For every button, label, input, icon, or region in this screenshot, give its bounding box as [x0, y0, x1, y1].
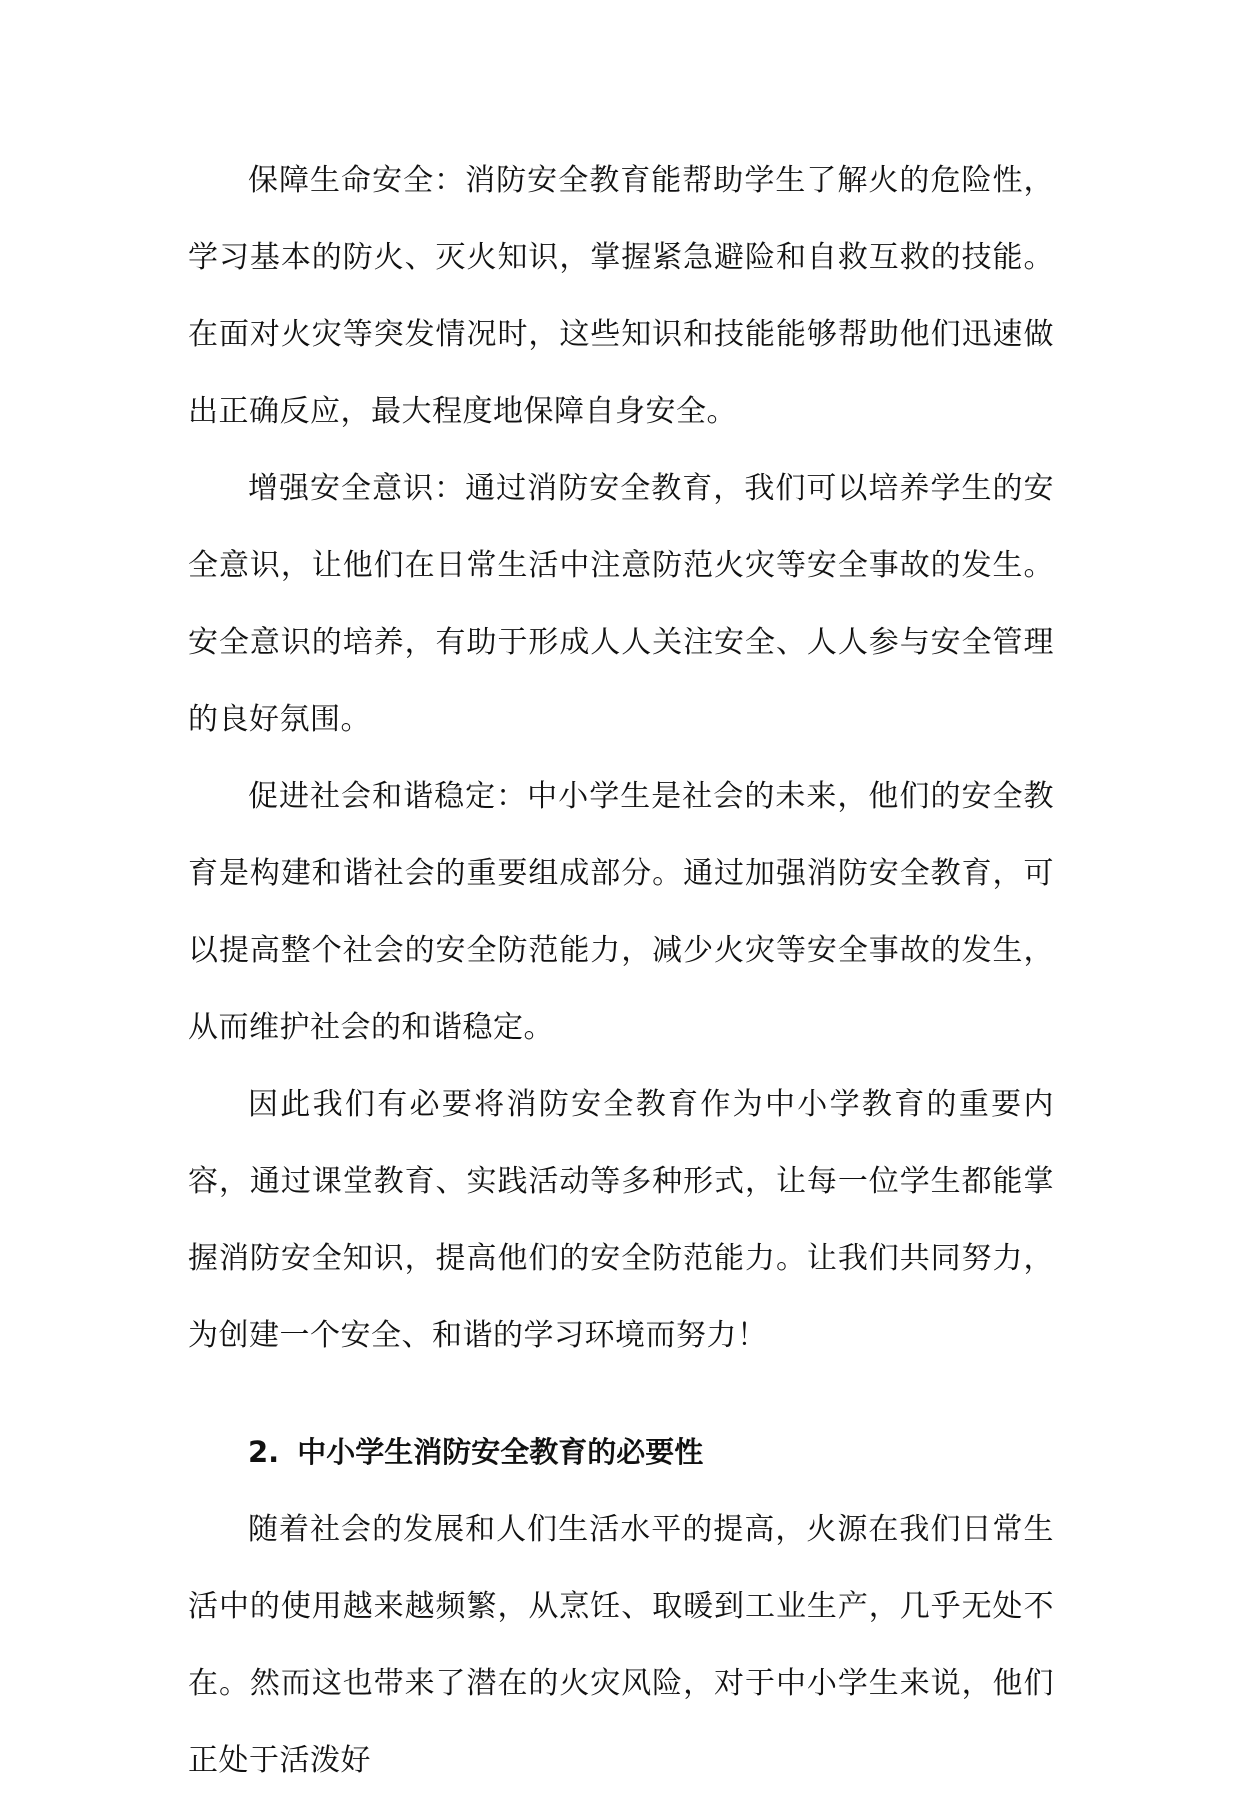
section-heading: [188, 1414, 1054, 1491]
document-body: [188, 142, 1054, 1799]
paragraph-social-harmony: 促进社会和谐稳定：中小学生是社会的未来，他们的安全教育是构建和谐社会的重要组成部分。通过加强消防安全教育，可以提高整个社会的安全防范能力，减少火灾等安全事故的发生，从而维护社会的和谐稳定。: [188, 779, 1054, 1045]
paragraph-life-safety: 保障生命安全：消防安全教育能帮助学生了解火的危险性，学习基本的防火、灭火知识，掌握紧急避险和自救互救的技能。在面对火灾等突发情况时，这些知识和技能能够帮助他们迅速做出正确反应，最大程度地保障自身安全。: [188, 163, 1054, 429]
section-number: 2.: [248, 1435, 280, 1469]
section-title: 中小学生消防安全教育的必要性: [297, 1435, 704, 1469]
paragraph-necessity-intro: 随着社会的发展和人们生活水平的提高，火源在我们日常生活中的使用越来越频繁，从烹饪、取暖到工业生产，几乎无处不在。然而这也带来了潜在的火灾风险，对于中小学生来说，他们正处于活泼好: [188, 1512, 1054, 1778]
paragraph-safety-awareness: 增强安全意识：通过消防安全教育，我们可以培养学生的安全意识，让他们在日常生活中注意防范火灾等安全事故的发生。安全意识的培养，有助于形成人人关注安全、人人参与安全管理的良好氛围。: [188, 471, 1054, 737]
paragraph-conclusion: 因此我们有必要将消防安全教育作为中小学教育的重要内容，通过课堂教育、实践活动等多种形式，让每一位学生都能掌握消防安全知识，提高他们的安全防范能力。让我们共同努力，为创建一个安全、和谐的学习环境而努力！: [188, 1087, 1054, 1353]
